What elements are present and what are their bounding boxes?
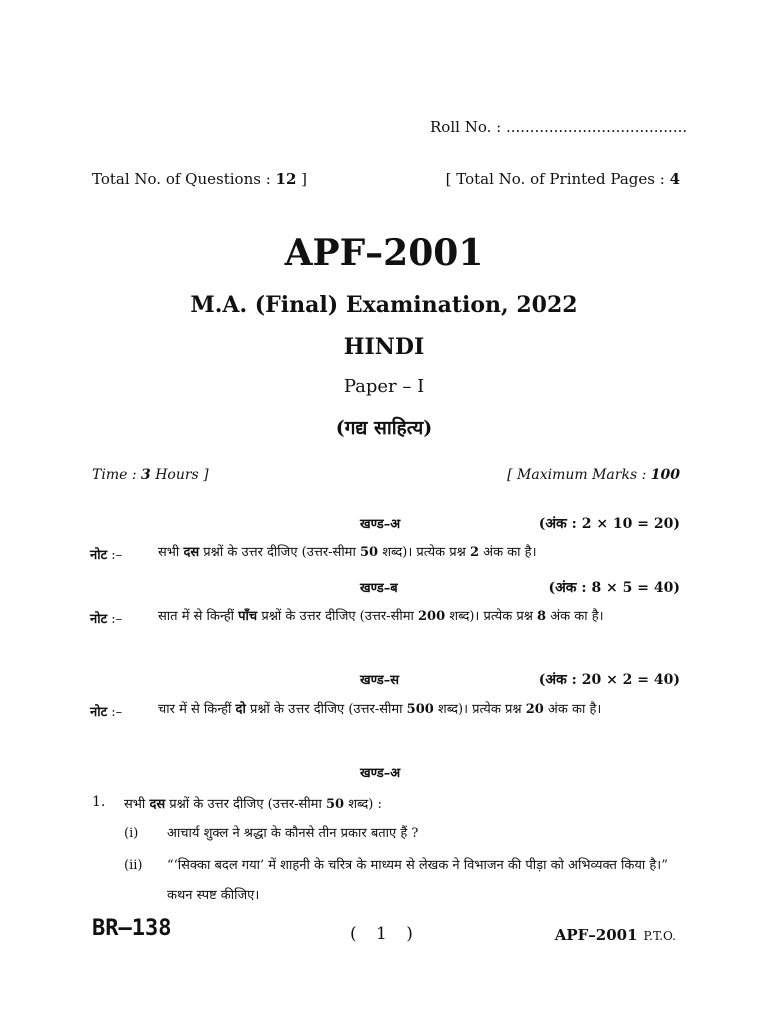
total-questions (92, 170, 307, 188)
note-text: अंक का है। (546, 609, 604, 624)
note-text: प्रश्नों के उत्तर दीजिए (उत्तर-सीमा (257, 609, 419, 624)
paper-code-title: APF–2001 (284, 232, 484, 274)
section-c-note (158, 695, 680, 725)
note-text-bold: पाँच (238, 609, 258, 624)
note-separator: :– (107, 612, 123, 627)
note-text: अंक का है। (543, 702, 602, 717)
exam-name: M.A. (Final) Examination, 2022 (190, 292, 578, 318)
section-b-note (158, 602, 680, 632)
question-text-bold: 50 (325, 797, 345, 812)
section-b-note-label (90, 609, 122, 627)
note-text-bold: दो (235, 702, 246, 717)
total-questions-label: Total No. of Questions : (92, 170, 276, 188)
subquestion-number: (i) (124, 826, 139, 841)
section-c-note-label (90, 702, 122, 720)
total-questions-close: ] (296, 170, 308, 188)
note-text-bold: 20 (525, 702, 544, 717)
note-text: सभी (158, 545, 184, 560)
section-a-note-label (90, 545, 122, 563)
note-text: सात में से किन्हीं (158, 609, 239, 624)
note-separator: :– (107, 705, 123, 720)
time-allowed (92, 467, 209, 483)
footer-code: APF–2001 (554, 926, 638, 944)
section-a-note (158, 538, 680, 568)
note-text-bold: 50 (359, 545, 379, 560)
subject-name: HINDI (343, 334, 425, 360)
questions-section-heading: खण्ड–अ (360, 766, 401, 781)
printed-pages-label: [ Total No. of Printed Pages : (445, 170, 670, 188)
time-label: Time : (92, 467, 141, 483)
note-text-bold: दस (183, 545, 200, 560)
subquestion-text: “‘सिक्का बदल गया’ में शाहनी के चरित्र के माध्यम से लेखक ने विभाजन की पीड़ा को अभिव्यक्त किया है।” कथन स्पष्ट कीजिए। (167, 858, 668, 903)
note-text: चार में से किन्हीं (158, 702, 236, 717)
section-a-heading: खण्ड–अ (360, 517, 401, 532)
total-questions-value: 12 (275, 170, 297, 188)
paper-number: Paper – I (343, 376, 425, 397)
max-marks-label: [ Maximum Marks : (507, 467, 651, 483)
printed-pages-value: 4 (669, 170, 680, 188)
page-number: ( 1 ) (350, 924, 413, 944)
question-text-bold: दस (149, 797, 166, 812)
roll-number-field: Roll No. : ...................................... (430, 118, 688, 136)
maximum-marks (507, 467, 680, 483)
subquestion-number: (ii) (124, 858, 143, 873)
printed-pages (446, 170, 680, 188)
footer-paper-code (555, 926, 676, 944)
section-a-marks: (अंक : 2 × 10 = 20) (538, 516, 680, 532)
note-text: शब्द)। प्रत्येक प्रश्न (445, 609, 538, 624)
section-c-marks: (अंक : 20 × 2 = 40) (538, 672, 680, 688)
note-text: प्रश्नों के उत्तर दीजिए (उत्तर-सीमा (245, 702, 407, 717)
time-value: 3 (141, 467, 151, 483)
question-number: 1. (92, 794, 106, 810)
booklet-code: BR–138 (92, 916, 172, 941)
subquestion-text: आचार्य शुक्ल ने श्रद्धा के कौनसे तीन प्रकार बताए हैं ? (167, 826, 419, 841)
note-word: नोट (90, 612, 108, 627)
note-word: नोट (90, 705, 108, 720)
paper-subtitle: (गद्य साहित्य) (335, 417, 433, 439)
note-text-bold: 8 (537, 609, 547, 624)
note-text: अंक का है। (479, 545, 537, 560)
question-text-part: प्रश्नों के उत्तर दीजिए (उत्तर-सीमा (165, 797, 326, 812)
section-b-marks: (अंक : 8 × 5 = 40) (548, 580, 680, 596)
note-text: प्रश्नों के उत्तर दीजिए (उत्तर-सीमा (199, 545, 360, 560)
note-text-bold: 2 (469, 545, 479, 560)
question-text-part: सभी (124, 797, 150, 812)
note-text-bold: 200 (418, 609, 446, 624)
question-text (124, 794, 382, 812)
max-marks-value: 100 (650, 467, 680, 483)
note-text: शब्द)। प्रत्येक प्रश्न (378, 545, 470, 560)
note-text-bold: 500 (406, 702, 434, 717)
section-b-heading: खण्ड–ब (360, 581, 398, 596)
note-separator: :– (107, 548, 123, 563)
note-word: नोट (90, 548, 108, 563)
question-text-part: शब्द) : (344, 797, 382, 812)
time-unit: Hours ] (150, 467, 209, 483)
section-c-heading: खण्ड–स (360, 673, 400, 688)
pto-label: P.T.O. (643, 929, 676, 943)
note-text: शब्द)। प्रत्येक प्रश्न (433, 702, 526, 717)
